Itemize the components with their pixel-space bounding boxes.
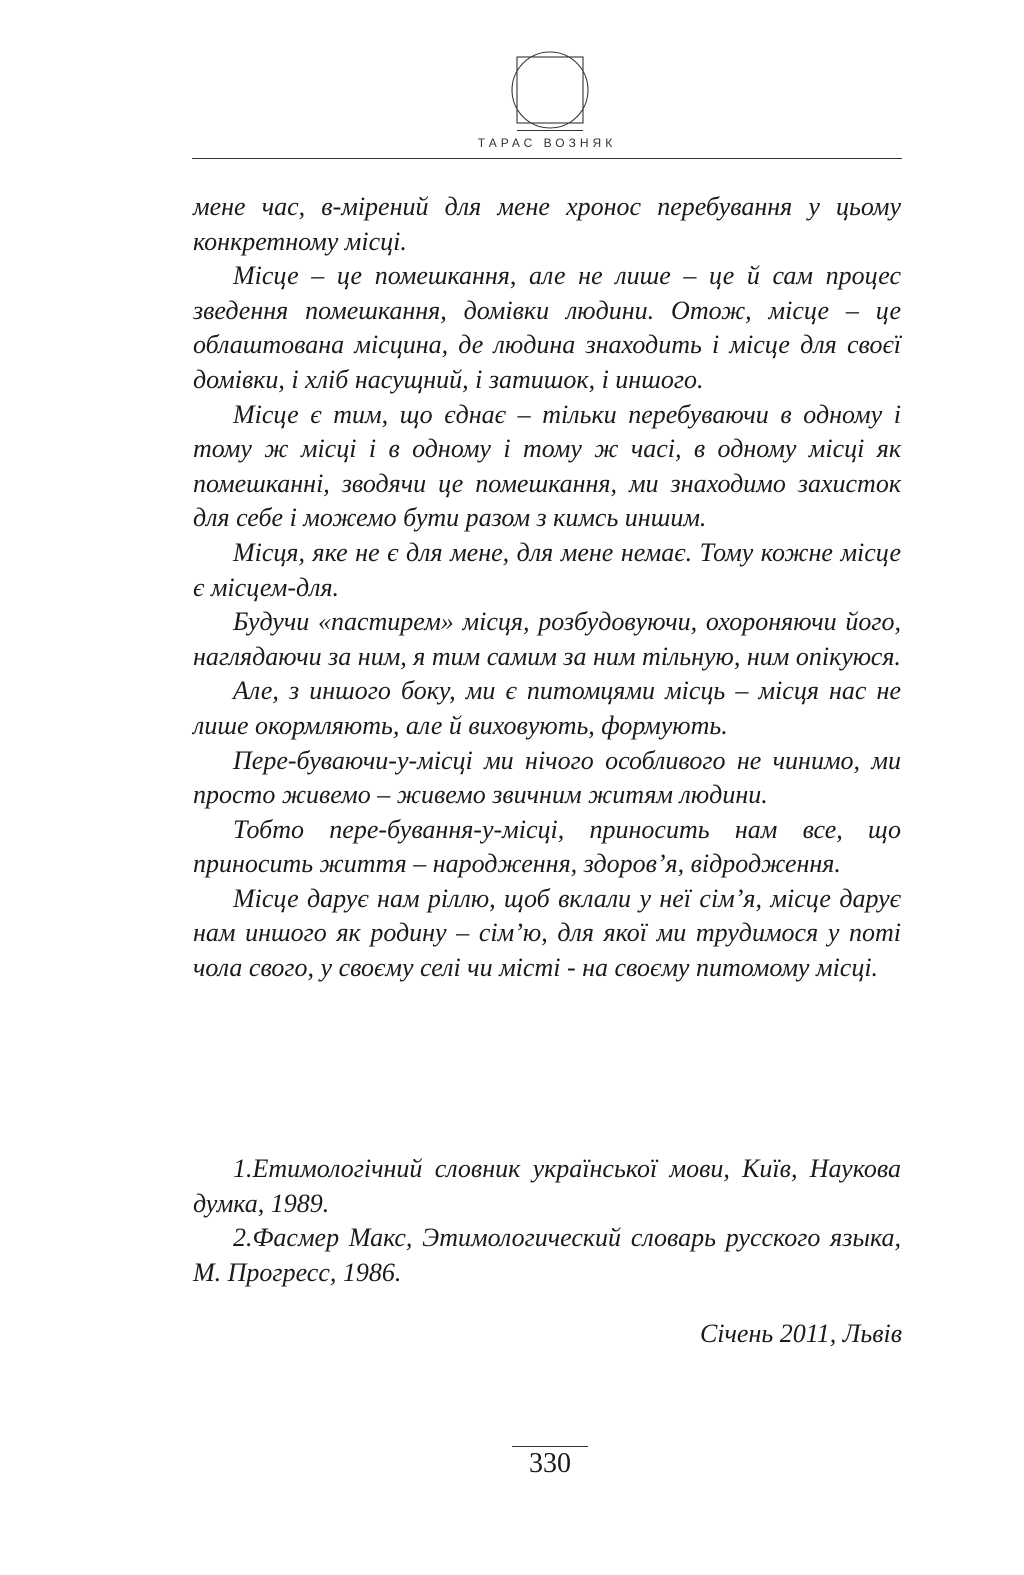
circle-square-logo-icon [508, 48, 592, 132]
paragraph: Місця, яке не є для мене, для мене немає. Тому кожне місце є місцем-для. [193, 537, 901, 602]
reference-item: 1.Етимологічний словник української мови, Київ, Наукова думка, 1989. [193, 1154, 901, 1218]
header-rule [192, 158, 902, 159]
date-place-signature: Січень 2011, Львів [699, 1319, 902, 1348]
paragraph: Тобто пере-бування-у-місці, приносить нам все, що приносить життя – народження, здоров’я, відродження. [193, 814, 901, 879]
paragraph: Місце – це помешкання, але не лише – це й сам процес зведення помешкання, домівки людини. Отож, місце – це облаштована місцина, де людина знаходить і місце для своєї домівки, і хліб насущний, і затишок, і иншого. [193, 261, 901, 394]
paragraph: мене час, в-мірений для мене хронос перебування у цьому конкретному місці. [193, 192, 901, 256]
body-text [193, 190, 901, 986]
paragraph: Пере-буваючи-у-місці ми нічого особливого не чинимо, ми просто живемо – живемо звичним житям людини. [193, 745, 901, 810]
reference-item: 2.Фасмер Макс, Этимологический словарь русского языка, М. Прогресс, 1986. [193, 1223, 901, 1287]
paragraph: Місце дарує нам ріллю, щоб вклали у неї сім’я, місце дарує нам иншого як родину – сім’ю, для якої ми трудимося у поті чола свого, у своєму селі чи місті - на своєму питомому місці. [193, 883, 901, 983]
paragraph: Але, з иншого боку, ми є питомцями місць – місця нас не лише окормляють, але й виховують, формують. [193, 676, 901, 740]
paragraph: Будучи «пастирем» місця, розбудовуючи, охороняючи його, наглядаючи за ним, я тим самим за ним тільную, ним опікуюся. [193, 607, 901, 671]
references [193, 1152, 901, 1290]
running-head: ТАРАС ВОЗНЯК [477, 136, 617, 150]
paragraph: Місце є тим, що єднає – тільки перебуваючи в одному і тому ж місці і в одному і тому ж часі, в одному місці як помешканні, зводячи це помешкання, ми знаходимо захисток для себе і можемо бути разом з кимсь иншим. [193, 399, 901, 533]
page-number: 330 [512, 1446, 588, 1481]
